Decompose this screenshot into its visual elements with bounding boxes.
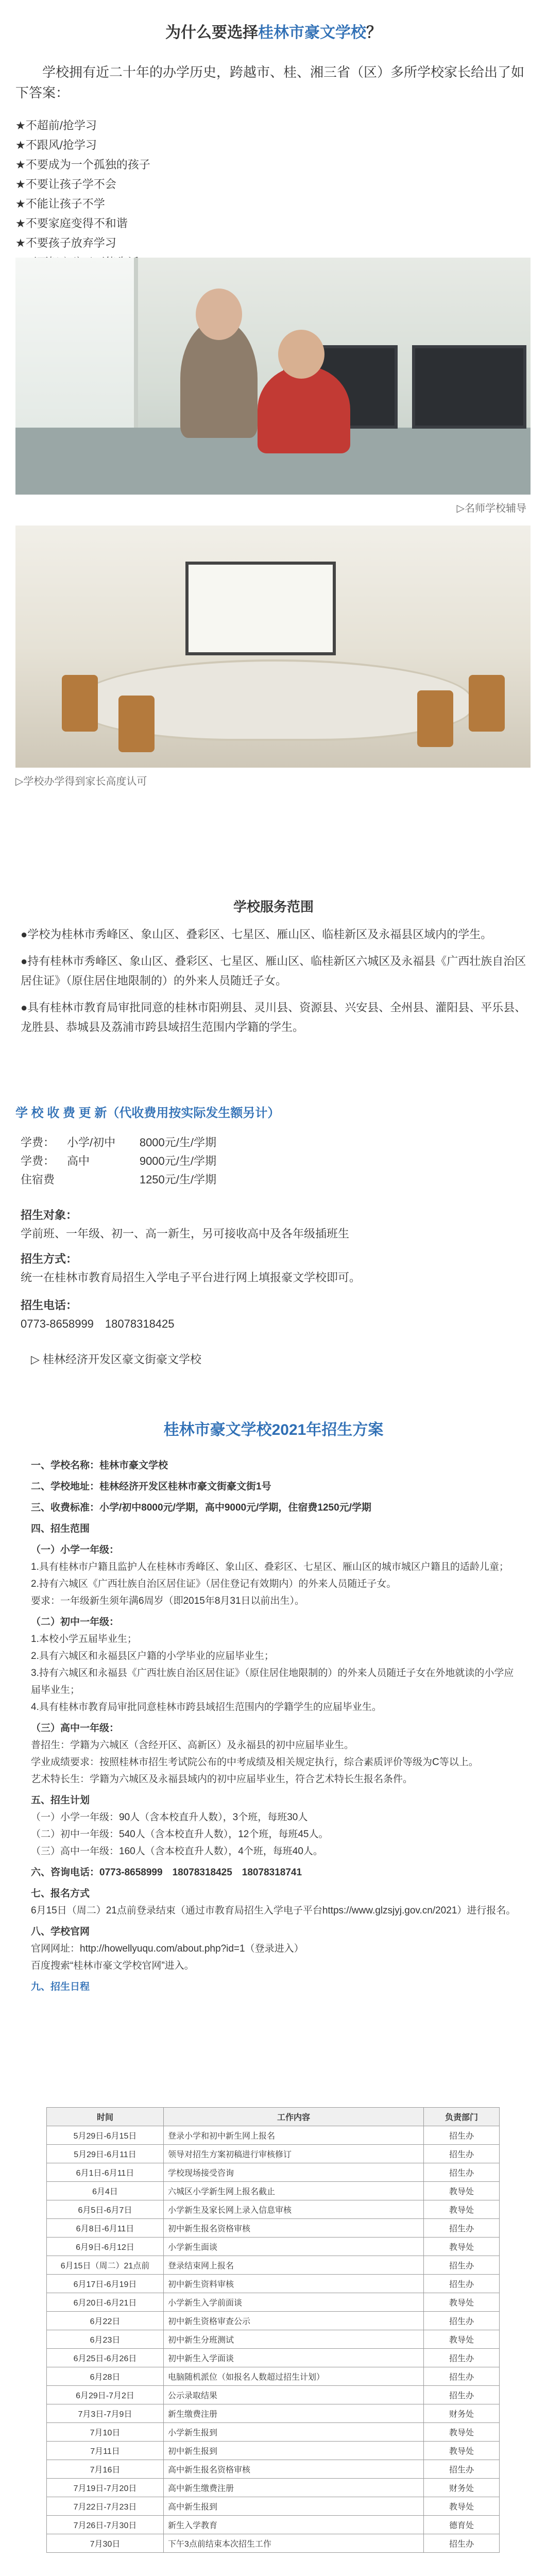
schedule-cell: 新生缴费注册 — [164, 2404, 424, 2423]
plan-line: 百度搜索“桂林市豪文学校官网”进入。 — [31, 1960, 194, 1971]
schedule-cell: 招生办 — [424, 2367, 500, 2386]
fee-label: 学费： — [21, 1136, 55, 1149]
service-bullet: ●具有桂林市教育局审批同意的桂林市阳朔县、灵川县、资源县、兴安县、全州县、灌阳县、平乐县、龙胜县、恭城县及荔浦市跨县域招生范围内学籍的学生。 — [21, 1001, 526, 1033]
schedule-row — [47, 2219, 500, 2238]
fee-list — [21, 1133, 216, 1189]
schedule-row — [47, 2516, 500, 2534]
schedule-cell: 下午3点前结束本次招生工作 — [164, 2534, 424, 2553]
schedule-cell: 高中新生缴费注册 — [164, 2479, 424, 2497]
schedule-cell: 教导处 — [424, 2293, 500, 2312]
schedule-cell: 6月1日-6月11日 — [47, 2163, 164, 2182]
tutoring-photo — [15, 258, 531, 495]
plan-line: （三）高中一年级：160人（含本校直升人数），4个班，每班40人。 — [31, 1846, 323, 1857]
schedule-row — [47, 2256, 500, 2275]
plan-line: （一）小学一年级：90人（含本校直升人数），3个班，每班30人 — [31, 1812, 308, 1823]
plan-line: 七、报名方式 — [31, 1888, 90, 1899]
photo1-caption: ▷名师学校辅导 — [456, 503, 526, 514]
plan-line: （一）小学一年级： — [31, 1545, 119, 1555]
schedule-cell: 7月3日-7月9日 — [47, 2404, 164, 2423]
schedule-cell: 教导处 — [424, 2182, 500, 2200]
method-text: 统一在桂林市教育局招生入学电子平台进行网上填报豪文学校即可。 — [21, 1271, 361, 1284]
fee-grade: 小学/初中 — [67, 1136, 116, 1149]
schedule-cell: 教导处 — [424, 2423, 500, 2442]
meeting-photo — [15, 526, 531, 768]
plan-line: 学业成绩要求：按照桂林市招生考试院公布的中考成绩及相关规定执行，综合素质评价等级为C等以上。 — [31, 1757, 478, 1768]
plan-line: 1.本校小学五届毕业生； — [31, 1634, 137, 1645]
plan-line: 1.具有桂林市户籍且监护人在桂林市秀峰区、象山区、叠彩区、七星区、雁山区的城市城区户籍且的适龄儿童； — [31, 1562, 509, 1572]
schedule-cell: 领导对招生方案初稿进行审核修订 — [164, 2145, 424, 2163]
fee-row — [21, 1133, 216, 1152]
reason-item: ★不能让孩子不学 — [15, 197, 105, 210]
sign-school — [391, 2573, 464, 2576]
enroll-title: 招生对象： — [21, 1209, 78, 1222]
reason-item: ★不跟风/抢学习 — [15, 139, 97, 151]
schedule-cell: 教导处 — [424, 2200, 500, 2219]
schedule-cell: 招生办 — [424, 2256, 500, 2275]
schedule-cell: 教导处 — [424, 2238, 500, 2256]
schedule-cell: 6月5日-6月7日 — [47, 2200, 164, 2219]
fee-amount: 8000元/生/学期 — [139, 1136, 216, 1149]
plan-body — [31, 1453, 520, 1995]
fee-label: 住宿费 — [21, 1173, 55, 1186]
schedule-cell: 7月16日 — [47, 2460, 164, 2479]
schedule-cell: 初中新生资料审核 — [164, 2275, 424, 2293]
schedule-cell: 7月26日-7月30日 — [47, 2516, 164, 2534]
reason-list — [15, 116, 525, 273]
schedule-row — [47, 2534, 500, 2553]
plan-line: 3.持有六城区和永福县《广西壮族自治区居住证》（原住居住地限制的）的外来人员随迁子女在外地就读的小学应届毕业生； — [31, 1668, 514, 1696]
plan-line: 普招生：学籍为六城区（含经开区、高新区）及永福县的初中应届毕业生。 — [31, 1740, 354, 1751]
schedule-cell: 电脑随机派位（如报名人数超过招生计划） — [164, 2367, 424, 2386]
schedule-cell: 登录小学和初中新生网上报名 — [164, 2126, 424, 2145]
schedule-row — [47, 2293, 500, 2312]
schedule-cell: 登录结束网上报名 — [164, 2256, 424, 2275]
page-title: 为什么要选择桂林市豪文学校？ — [165, 24, 382, 41]
plan-line: 三、收费标准：小学/初中8000元/学期，高中9000元/学期，住宿费1250元/学期 — [31, 1502, 371, 1513]
plan-line: 4.具有桂林市教育局审批同意桂林市跨县域招生范围内的学籍学生的应届毕业生。 — [31, 1702, 382, 1713]
plan-title: 桂林市豪文学校2021年招生方案 — [163, 1421, 384, 1438]
schedule-cell: 高中新生报到 — [164, 2497, 424, 2516]
schedule-cell: 7月10日 — [47, 2423, 164, 2442]
schedule-cell: 6月8日-6月11日 — [47, 2219, 164, 2238]
schedule-row — [47, 2442, 500, 2460]
schedule-row — [47, 2423, 500, 2442]
schedule-cell: 7月19日-7月20日 — [47, 2479, 164, 2497]
service-bullet: ●持有桂林市秀峰区、象山区、叠彩区、七星区、雁山区、临桂新区六城区及永福县《广西壮族自治区居住证》（原住居住地限制的）的外来人员随迁子女。 — [21, 955, 526, 987]
schedule-row — [47, 2479, 500, 2497]
schedule-cell: 招生办 — [424, 2460, 500, 2479]
plan-line: 6月15日（周二）21点前登录结束（通过市教育局招生入学电子平台https://www.glzsjyj.gov.cn/2021）进行报名。 — [31, 1905, 516, 1916]
plan-line: 官网网址：http://howellyuqu.com/about.php?id=1（登录进入） — [31, 1943, 304, 1954]
schedule-header: 工作内容 — [164, 2108, 424, 2126]
schedule-cell: 招生办 — [424, 2126, 500, 2145]
schedule-cell: 初中新生入学面谈 — [164, 2349, 424, 2367]
schedule-table — [46, 2107, 500, 2553]
schedule-row — [47, 2182, 500, 2200]
plan-line: 八、学校官网 — [31, 1926, 90, 1937]
fee-row — [21, 1171, 216, 1189]
service-title: 学校服务范围 — [233, 899, 314, 914]
phone-text: 0773-8658999 18078318425 — [21, 1317, 175, 1330]
schedule-row — [47, 2367, 500, 2386]
schedule-row — [47, 2404, 500, 2423]
schedule-cell: 7月11日 — [47, 2442, 164, 2460]
plan-line: 一、学校名称：桂林市豪文学校 — [31, 1460, 168, 1471]
schedule-row — [47, 2275, 500, 2293]
schedule-cell: 6月22日 — [47, 2312, 164, 2330]
schedule-cell: 小学新生及家长网上录入信息审核 — [164, 2200, 424, 2219]
schedule-cell: 6月4日 — [47, 2182, 164, 2200]
address-text: ▷ 桂林经济开发区豪文街豪文学校 — [31, 1353, 202, 1366]
fee-row — [21, 1152, 216, 1171]
plan-section — [0, 1386, 547, 2576]
photo2-caption: ▷学校办学得到家长高度认可 — [15, 776, 147, 787]
schedule-cell: 招生办 — [424, 2275, 500, 2293]
schedule-cell: 5月29日-6月11日 — [47, 2145, 164, 2163]
schedule-cell: 公示录取结果 — [164, 2386, 424, 2404]
reason-item: ★不要家庭变得不和谐 — [15, 217, 128, 230]
schedule-cell: 小学新生入学前面谈 — [164, 2293, 424, 2312]
schedule-row — [47, 2145, 500, 2163]
schedule-row — [47, 2386, 500, 2404]
reason-item: ★不超前/抢学习 — [15, 119, 97, 132]
schedule-cell: 6月29日-7月2日 — [47, 2386, 164, 2404]
schedule-row — [47, 2163, 500, 2182]
schedule-row — [47, 2200, 500, 2219]
reason-item: ★不要孩子放弃学习 — [15, 236, 116, 249]
schedule-cell: 小学新生报到 — [164, 2423, 424, 2442]
schedule-cell: 招生办 — [424, 2219, 500, 2238]
plan-line: 九、招生日程 — [31, 1981, 90, 1992]
schedule-row — [47, 2497, 500, 2516]
service-bullets — [21, 925, 531, 1044]
schedule-cell: 招生办 — [424, 2386, 500, 2404]
fee-amount: 9000元/生/学期 — [139, 1155, 216, 1167]
schedule-cell: 招生办 — [424, 2349, 500, 2367]
plan-line: （三）高中一年级： — [31, 1723, 119, 1734]
schedule-cell: 招生办 — [424, 2145, 500, 2163]
schedule-row — [47, 2330, 500, 2349]
schedule-cell: 5月29日-6月15日 — [47, 2126, 164, 2145]
plan-line: （二）初中一年级： — [31, 1617, 119, 1628]
plan-line: （二）初中一年级：540人（含本校直升人数），12个班，每班45人。 — [31, 1829, 329, 1840]
fee-amount: 1250元/生/学期 — [139, 1173, 216, 1186]
plan-line: 五、招生计划 — [31, 1795, 90, 1806]
schedule-cell: 招生办 — [424, 2312, 500, 2330]
schedule-cell: 新生入学教育 — [164, 2516, 424, 2534]
enroll-text: 学前班、一年级、初一、高一新生，另可接收高中及各年级插班生 — [21, 1227, 350, 1240]
schedule-cell: 6月25日-6月26日 — [47, 2349, 164, 2367]
schedule-cell: 招生办 — [424, 2534, 500, 2553]
fee-grade: 高中 — [67, 1155, 90, 1167]
schedule-cell: 学校现场接受咨询 — [164, 2163, 424, 2182]
fee-label: 学费： — [21, 1155, 55, 1167]
schedule-cell: 初中新生报到 — [164, 2442, 424, 2460]
schedule-cell: 教导处 — [424, 2330, 500, 2349]
schedule-cell: 6月15日（周二）21点前 — [47, 2256, 164, 2275]
reason-item: ★不要成为一个孤独的孩子 — [15, 158, 150, 171]
schedule-row — [47, 2238, 500, 2256]
schedule-row — [47, 2126, 500, 2145]
schedule-cell: 教导处 — [424, 2442, 500, 2460]
schedule-cell: 6月9日-6月12日 — [47, 2238, 164, 2256]
schedule-cell: 招生办 — [424, 2163, 500, 2182]
schedule-row — [47, 2460, 500, 2479]
service-bullet: ●学校为桂林市秀峰区、象山区、叠彩区、七星区、雁山区、临桂新区及永福县区域内的学生。 — [21, 928, 492, 941]
plan-line: 四、招生范围 — [31, 1523, 90, 1534]
schedule-row — [47, 2349, 500, 2367]
schedule-header: 时间 — [47, 2108, 164, 2126]
intro-text: 学校拥有近二十年的办学历史，跨越市、桂、湘三省（区）多所学校家长给出了如下答案： — [15, 64, 525, 100]
schedule-cell: 7月30日 — [47, 2534, 164, 2553]
why-section — [0, 0, 547, 787]
schedule-header: 负责部门 — [424, 2108, 500, 2126]
schedule-cell: 六城区小学新生网上报名截止 — [164, 2182, 424, 2200]
schedule-cell: 初中新生资格审查公示 — [164, 2312, 424, 2330]
plan-line: 艺术特长生：学籍为六城区及永福县域内的初中应届毕业生，符合艺术特长生报名条件。 — [31, 1774, 413, 1785]
schedule-cell: 财务处 — [424, 2479, 500, 2497]
schedule-cell: 小学新生面谈 — [164, 2238, 424, 2256]
schedule-cell: 初中新生报名资格审核 — [164, 2219, 424, 2238]
schedule-cell: 6月17日-6月19日 — [47, 2275, 164, 2293]
schedule-cell: 教导处 — [424, 2497, 500, 2516]
plan-line: 二、学校地址：桂林经济开发区桂林市豪文街豪文街1号 — [31, 1481, 271, 1492]
schedule-row — [47, 2312, 500, 2330]
method-title: 招生方式： — [21, 1252, 78, 1265]
plan-line: 六、咨询电话：0773-8658999 18078318425 18078318741 — [31, 1867, 302, 1878]
schedule-cell: 6月28日 — [47, 2367, 164, 2386]
schedule-cell: 6月23日 — [47, 2330, 164, 2349]
phone-title: 招生电话： — [21, 1299, 78, 1312]
plan-line: 2.持有六城区《广西壮族自治区居住证》（居住登记有效期内）的外来人员随迁子女。 — [31, 1579, 397, 1589]
fee-title: 学 校 收 费 更 新（代收费用按实际发生额另计） — [15, 1106, 280, 1120]
reason-item: ★不要让孩子学不会 — [15, 178, 116, 191]
schedule-cell: 7月22日-7月23日 — [47, 2497, 164, 2516]
schedule-cell: 初中新生分班测试 — [164, 2330, 424, 2349]
schedule-cell: 6月20日-6月21日 — [47, 2293, 164, 2312]
schedule-cell: 高中新生报名资格审核 — [164, 2460, 424, 2479]
plan-line: 2.具有六城区和永福县区户籍的小学毕业的应届毕业生； — [31, 1651, 274, 1662]
plan-line: 要求：一年级新生须年满6周岁（即2015年8月31日以前出生）。 — [31, 1596, 305, 1606]
schedule-cell: 财务处 — [424, 2404, 500, 2423]
schedule-cell: 德育处 — [424, 2516, 500, 2534]
